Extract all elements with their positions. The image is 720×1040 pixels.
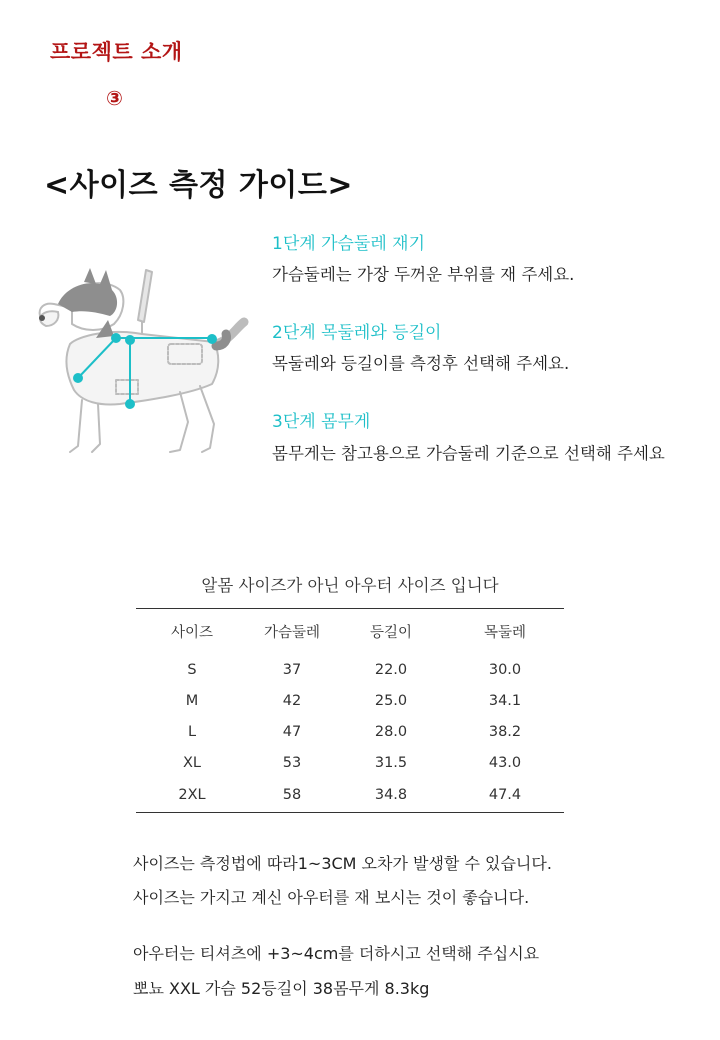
cell-back-length: 25.0	[374, 693, 408, 709]
table-header-row	[136, 609, 564, 655]
step-1-desc: 가슴둘레는 가장 두꺼운 부위를 재 주세요.	[272, 265, 575, 284]
table-row	[136, 748, 564, 779]
cell-chest: 58	[282, 787, 302, 804]
cell-neck: 30.0	[488, 662, 522, 678]
table-row	[136, 717, 564, 748]
cell-size: L	[187, 724, 197, 740]
note-model-size: 뽀뇨 XXL 가슴 52등길이 38몸무게 8.3kg	[133, 979, 430, 998]
header-chest: 가슴둘레	[263, 625, 321, 642]
cell-chest: 42	[282, 693, 302, 709]
dog-measurement-illustration	[30, 262, 260, 462]
table-caption: 알몸 사이즈가 아닌 아우터 사이즈 입니다	[201, 576, 499, 595]
cell-chest: 47	[282, 724, 302, 740]
guide-title: <사이즈 측정 가이드>	[44, 168, 354, 203]
cell-size: XL	[182, 755, 201, 771]
cell-neck: 47.4	[488, 787, 522, 804]
size-table	[136, 608, 564, 813]
cell-neck: 43.0	[488, 755, 522, 771]
project-title: 프로젝트 소개	[50, 40, 183, 64]
cell-back-length: 34.8	[374, 787, 408, 804]
table-row	[136, 686, 564, 717]
header-back-length: 등길이	[369, 625, 413, 642]
step-2-title: 2단계 목둘레와 등길이	[272, 323, 442, 343]
note-add-size: 아우터는 티셔츠에 +3~4cm를 더하시고 선택해 주십시요	[133, 944, 540, 963]
cell-chest: 53	[282, 755, 302, 771]
cell-size: 2XL	[178, 787, 206, 804]
cell-size: M	[185, 693, 199, 709]
note-error-margin: 사이즈는 측정법에 따라1~3CM 오차가 발생할 수 있습니다.	[133, 854, 552, 873]
step-3-desc: 몸무게는 참고용으로 가슴둘레 기준으로 선택해 주세요	[272, 444, 665, 463]
project-number: ③	[106, 86, 123, 110]
note-measure-outer: 사이즈는 가지고 계신 아우터를 재 보시는 것이 좋습니다.	[133, 888, 530, 907]
table-row	[136, 655, 564, 686]
cell-neck: 34.1	[488, 693, 522, 709]
cell-chest: 37	[282, 662, 302, 678]
header-neck: 목둘레	[483, 625, 527, 642]
cell-back-length: 28.0	[374, 724, 408, 740]
step-1-title: 1단계 가슴둘레 재기	[272, 234, 425, 254]
cell-size: S	[187, 662, 197, 678]
header-size: 사이즈	[170, 625, 214, 642]
step-3-title: 3단계 몸무게	[272, 412, 371, 432]
table-row	[136, 779, 564, 813]
cell-neck: 38.2	[488, 724, 522, 740]
cell-back-length: 22.0	[374, 662, 408, 678]
step-2-desc: 목둘레와 등길이를 측정후 선택해 주세요.	[272, 354, 570, 373]
cell-back-length: 31.5	[374, 755, 408, 771]
